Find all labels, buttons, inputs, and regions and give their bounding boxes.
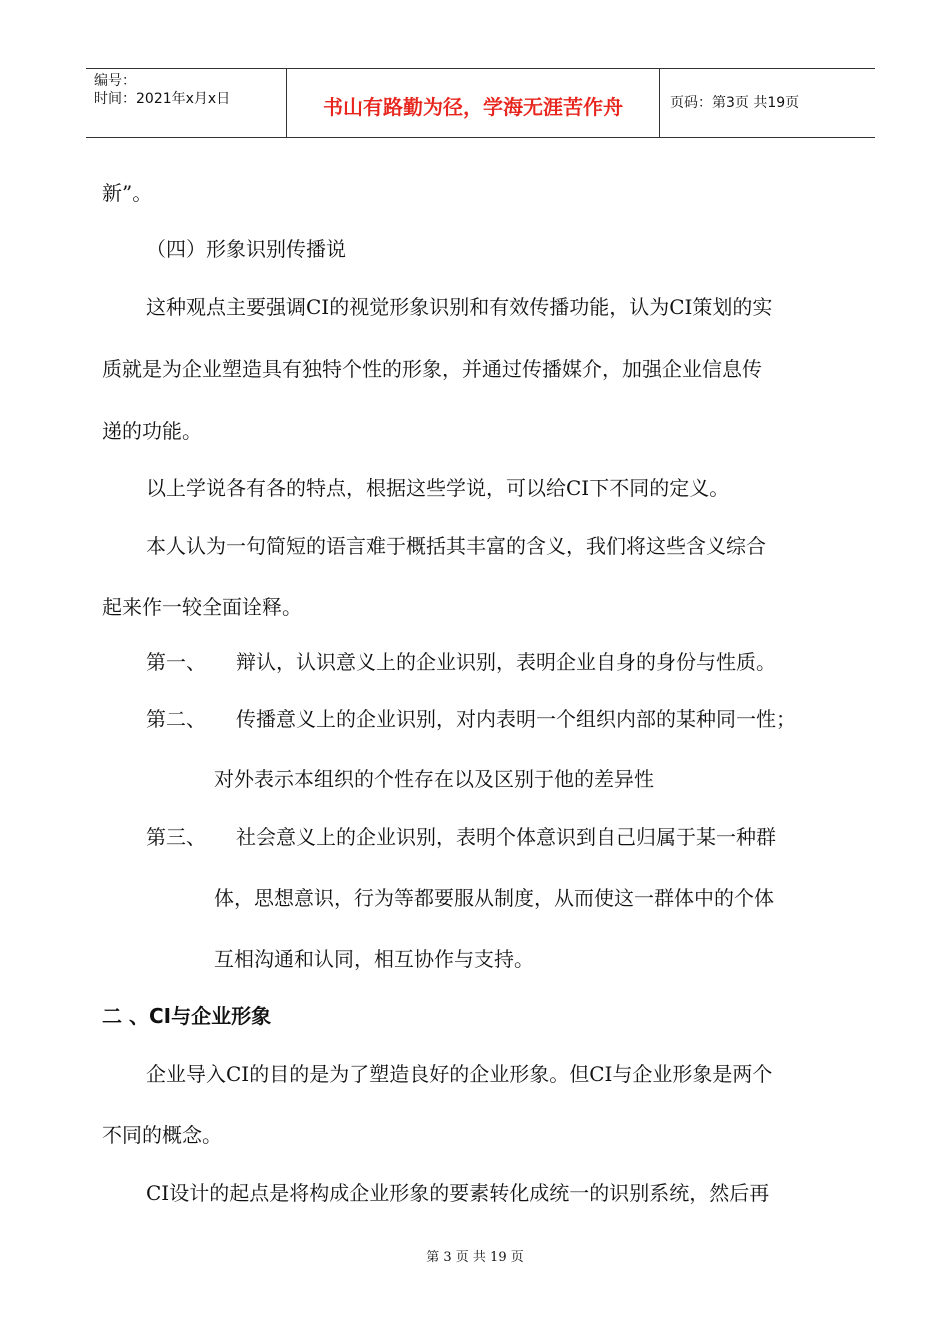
body-line: 以上学说各有各的特点，根据这些学说，可以给CI下不同的定义。	[146, 476, 730, 500]
body-line: 新”。	[102, 181, 153, 205]
body-line: 企业导入CI的目的是为了塑造良好的企业形象。但CI与企业形象是两个	[146, 1062, 773, 1086]
motto-text: 书山有路勤为径，学海无涯苦作舟	[323, 95, 623, 119]
header-table	[86, 68, 875, 138]
header-motto-cell	[287, 69, 660, 137]
time-label: 时间：2021年x月x日	[94, 91, 231, 107]
list-item-label: 第一、	[146, 650, 206, 674]
body-line: 递的功能。	[102, 419, 202, 443]
list-item-text: 社会意义上的企业识别，表明个体意识到自己归属于某一种群	[236, 825, 776, 849]
list-item-text: 传播意义上的企业识别，对内表明一个组织内部的某种同一性；	[236, 707, 796, 731]
body-line: 质就是为企业塑造具有独特个性的形象，并通过传播媒介，加强企业信息传	[102, 357, 762, 381]
page-number-label: 页码：第3页 共19页	[670, 95, 800, 111]
list-item-text: 辩认，认识意义上的企业识别，表明企业自身的身份与性质。	[236, 650, 776, 674]
id-label: 编号：	[94, 73, 136, 89]
list-item-continuation: 对外表示本组织的个性存在以及区别于他的差异性	[214, 767, 654, 791]
header-left-cell	[86, 69, 287, 137]
header-page-cell	[660, 69, 874, 137]
body-line: 不同的概念。	[102, 1123, 222, 1147]
list-item-continuation: 互相沟通和认同，相互协作与支持。	[214, 947, 534, 971]
page-footer: 第 3 页 共 19 页	[426, 1250, 524, 1265]
list-item-label: 第二、	[146, 707, 206, 731]
body-line: 本人认为一句简短的语言难于概括其丰富的含义，我们将这些含义综合	[146, 534, 766, 558]
body-line: 起来作一较全面诠释。	[102, 595, 302, 619]
body-line: CI设计的起点是将构成企业形象的要素转化成统一的识别系统，然后再	[146, 1181, 770, 1205]
list-item-continuation: 体，思想意识，行为等都要服从制度，从而使这一群体中的个体	[214, 886, 774, 910]
section-title: 二 、CI与企业形象	[102, 1004, 272, 1028]
body-line: 这种观点主要强调CI的视觉形象识别和有效传播功能，认为CI策划的实	[146, 295, 773, 319]
subheading: （四）形象识别传播说	[146, 237, 346, 261]
list-item-label: 第三、	[146, 825, 206, 849]
